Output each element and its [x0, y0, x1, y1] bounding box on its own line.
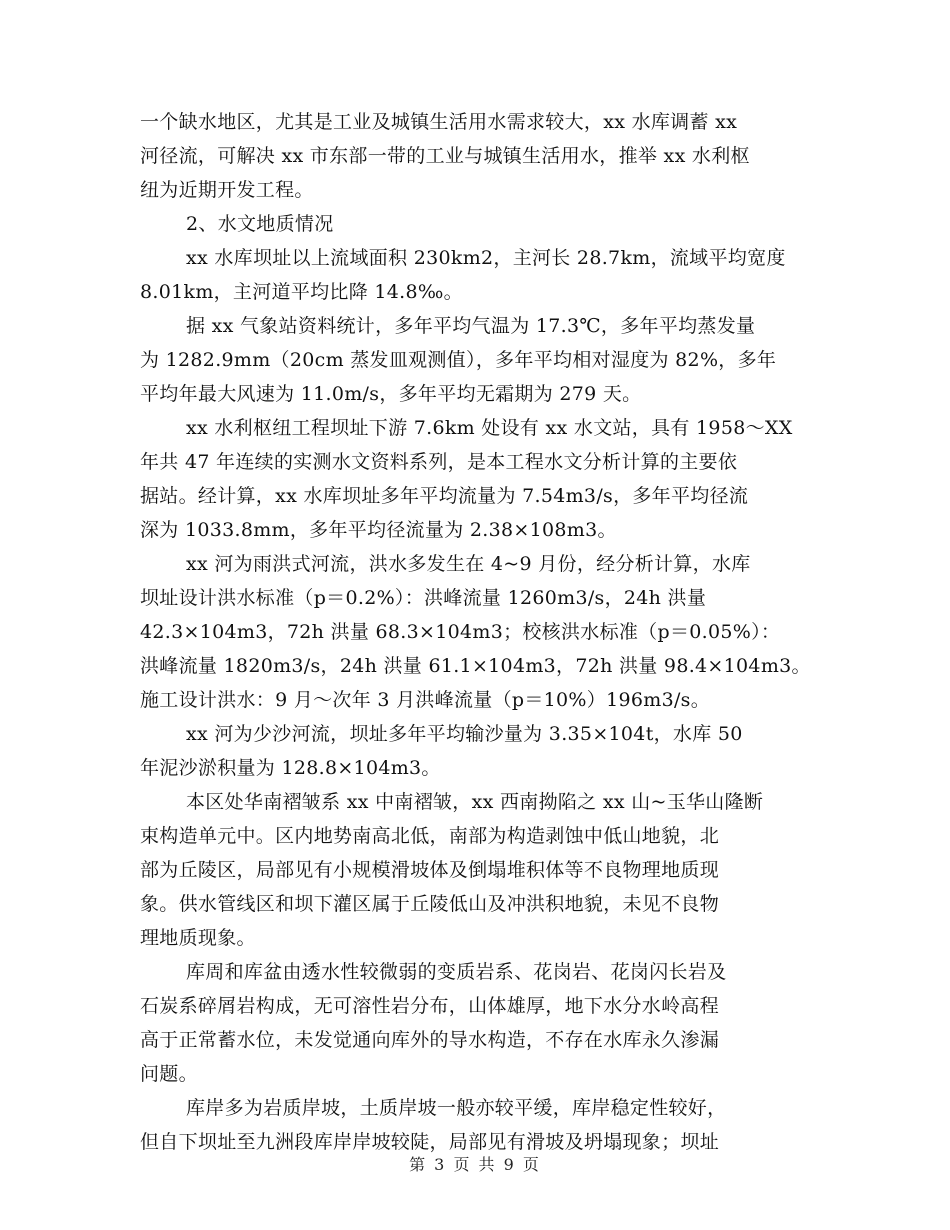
text-line: 8.01km，主河道平均比降 14.8‰。: [140, 281, 463, 303]
text-line: 施工设计洪水：9 月～次年 3 月洪峰流量（p＝10%）196m3/s。: [140, 689, 711, 711]
text-line: 石炭系碎屑岩构成，无可溶性岩分布，山体雄厚，地下水分水岭高程: [140, 995, 720, 1017]
text-line: xx 河为少沙河流，坝址多年平均输沙量为 3.35×104t，水库 50: [186, 723, 743, 745]
text-line: 象。供水管线区和坝下灌区属于丘陵低山及冲洪积地貌，未见不良物: [140, 893, 720, 915]
text-line: 本区处华南褶皱系 xx 中南褶皱，xx 西南拗陷之 xx 山~玉华山隆断: [186, 791, 764, 813]
text-line: 高于正常蓄水位，未发觉通向库外的导水构造，不存在水库永久渗漏: [140, 1029, 720, 1051]
section-heading: 2、水文地质情况: [186, 213, 334, 235]
text-line: 库周和库盆由透水性较微弱的变质岩系、花岗岩、花岗闪长岩及: [186, 961, 727, 983]
text-line: 库岸多为岩质岸坡，土质岸坡一般亦较平缓，库岸稳定性较好，: [186, 1097, 727, 1119]
text-line: 年共 47 年连续的实测水文资料系列，是本工程水文分析计算的主要依: [140, 451, 738, 473]
text-line: 为 1282.9mm（20cm 蒸发皿观测值），多年平均相对湿度为 82%，多年: [140, 349, 777, 371]
text-line: 坝址设计洪水标准（p＝0.2%）：洪峰流量 1260m3/s，24h 洪量: [140, 587, 707, 609]
text-line: 42.3×104m3，72h 洪量 68.3×104m3；校核洪水标准（p＝0.05%）：: [140, 621, 781, 643]
text-line: 洪峰流量 1820m3/s，24h 洪量 61.1×104m3，72h 洪量 98.4×104m3。: [140, 655, 811, 677]
text-line: 据站。经计算，xx 水库坝址多年平均流量为 7.54m3/s，多年平均径流: [140, 485, 749, 507]
text-line: 一个缺水地区，尤其是工业及城镇生活用水需求较大，xx 水库调蓄 xx: [140, 111, 738, 133]
text-line: xx 河为雨洪式河流，洪水多发生在 4~9 月份，经分析计算，水库: [186, 553, 751, 575]
text-line: 平均年最大风速为 11.0m/s，多年平均无霜期为 279 天。: [140, 383, 642, 405]
text-line: 河径流，可解决 xx 市东部一带的工业与城镇生活用水，推举 xx 水利枢: [140, 145, 750, 167]
text-line: 束构造单元中。区内地势南高北低，南部为构造剥蚀中低山地貌，北: [140, 825, 720, 847]
page-number: 第 3 页 共 9 页: [409, 1155, 541, 1174]
text-line: xx 水利枢纽工程坝址下游 7.6km 处设有 xx 水文站，具有 1958～XX: [186, 417, 793, 439]
text-line: 纽为近期开发工程。: [140, 179, 314, 201]
text-line: 问题。: [140, 1063, 198, 1085]
text-line: 理地质现象。: [140, 927, 256, 949]
text-line: 深为 1033.8mm，多年平均径流量为 2.38×108m3。: [140, 519, 617, 541]
text-line: 部为丘陵区，局部见有小规模滑坡体及倒塌堆积体等不良物理地质现: [140, 859, 720, 881]
text-line: 年泥沙淤积量为 128.8×104m3。: [140, 757, 441, 779]
text-line: 但自下坝址至九洲段库岸岸坡较陡，局部见有滑坡及坍塌现象；坝址: [140, 1131, 720, 1153]
text-line: xx 水库坝址以上流域面积 230km2，主河长 28.7km，流域平均宽度: [186, 247, 786, 269]
text-line: 据 xx 气象站资料统计，多年平均气温为 17.3℃，多年平均蒸发量: [186, 315, 756, 337]
